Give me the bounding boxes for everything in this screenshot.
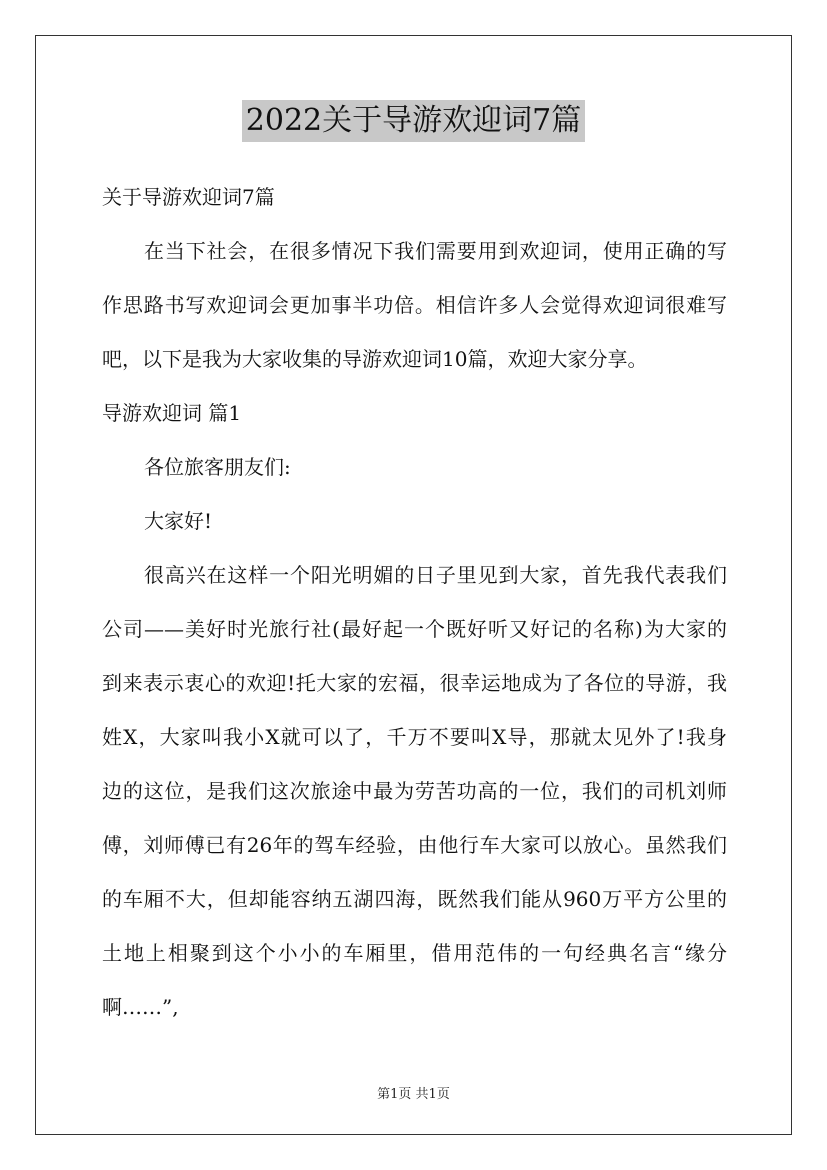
body-line: 的车厢不大，但却能容纳五湖四海，既然我们能从960万平方公里的 [102,887,727,911]
body-line: 各位旅客朋友们: [144,455,291,479]
body-line: 边的这位，是我们这次旅途中最为劳苦功高的一位，我们的司机刘师 [102,779,727,803]
body-line: 傅，刘师傅已有26年的驾车经验，由他行车大家可以放心。虽然我们 [102,833,727,857]
document-body [102,170,727,1034]
body-line: 很高兴在这样一个阳光明媚的日子里见到大家，首先我代表我们 [144,563,727,587]
body-line: 大家好! [144,509,213,533]
body-line: 关于导游欢迎词7篇 [102,185,275,209]
body-line: 啊……”, [102,995,179,1019]
body-line: 在当下社会，在很多情况下我们需要用到欢迎词，使用正确的写 [144,239,727,263]
body-line: 土地上相聚到这个小小的车厢里，借用范伟的一句经典名言“缘分 [102,941,727,965]
title-wrapper [0,100,827,142]
body-line: 姓X，大家叫我小X就可以了，千万不要叫X导，那就太见外了!我身 [102,725,727,749]
body-line: 作思路书写欢迎词会更加事半功倍。相信许多人会觉得欢迎词很难写 [102,293,727,317]
page-footer: 第1页 共1页 [377,1087,450,1102]
body-line: 公司——美好时光旅行社(最好起一个既好听又好记的名称)为大家的 [102,617,727,641]
body-line: 到来表示衷心的欢迎!托大家的宏福，很幸运地成为了各位的导游，我 [102,671,727,695]
body-line: 导游欢迎词 篇1 [102,401,242,425]
body-line: 吧，以下是我为大家收集的导游欢迎词10篇，欢迎大家分享。 [102,347,648,371]
document-title: 2022关于导游欢迎词7篇 [242,100,585,142]
